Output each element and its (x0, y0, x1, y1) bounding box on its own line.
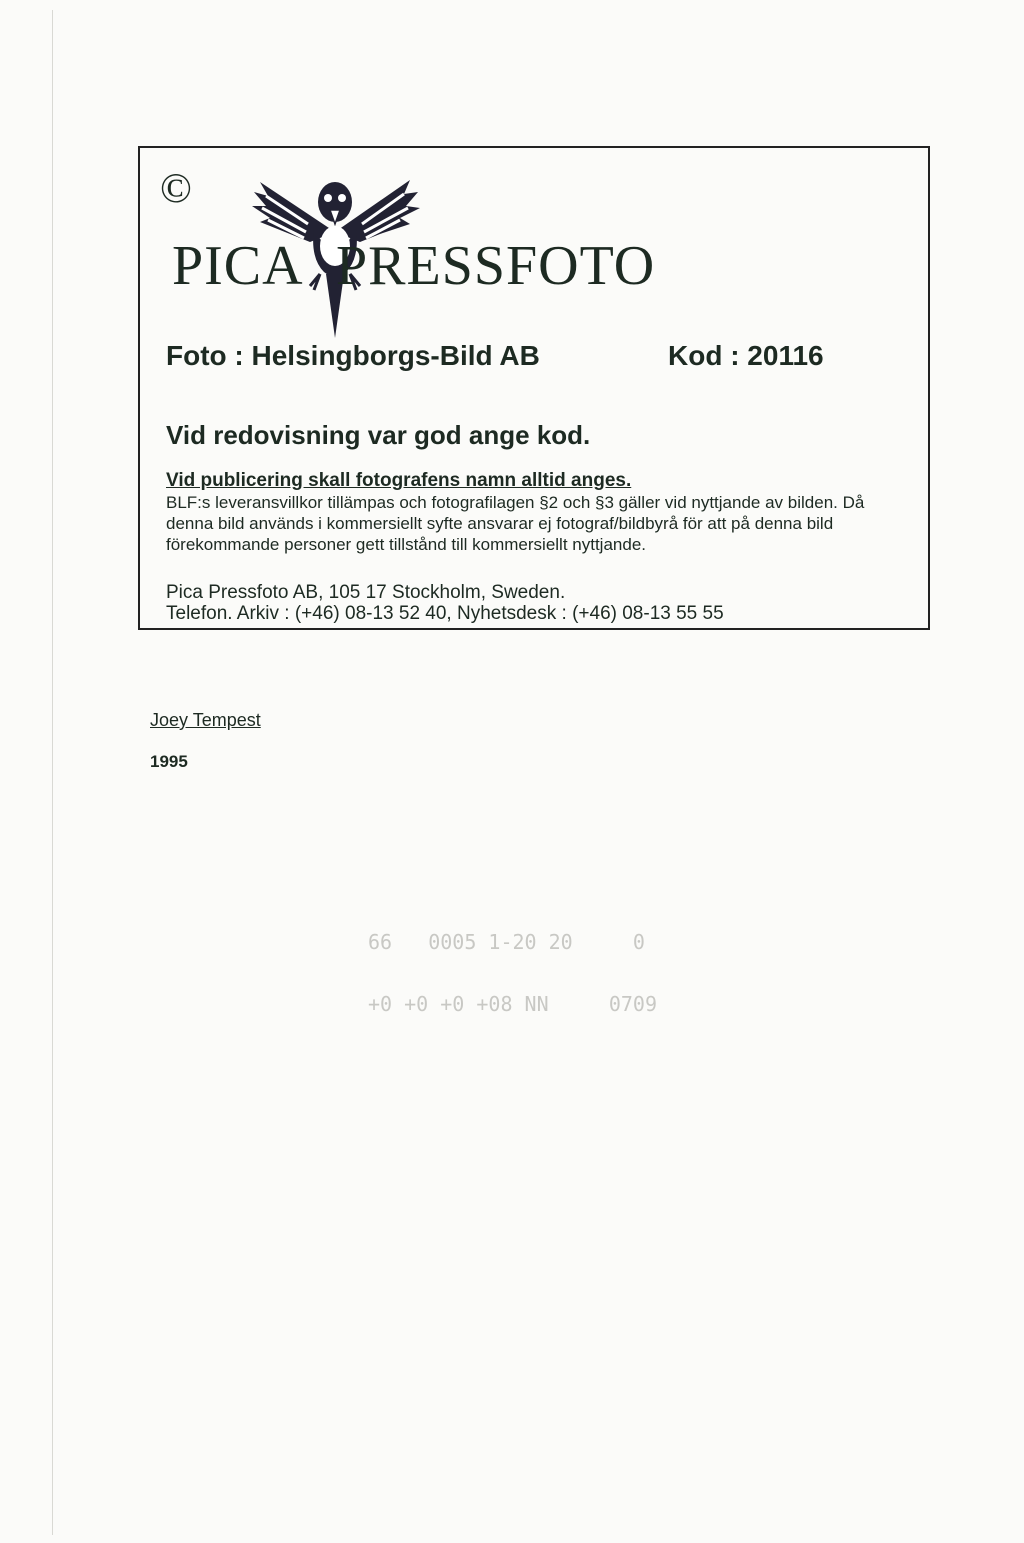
agency-address (166, 582, 724, 624)
terms-paragraph: BLF:s leveransvillkor tillämpas och fotografilagen §2 och §3 gäller vid nyttjande av bilden. Då denna bild används i kommersiellt syfte ansvarar ej fotograf/bildbyrå för att på denna bild förekommande personer gett tillstånd till kommersiellt nyttjande. (166, 493, 865, 554)
page-edge-line (52, 10, 53, 1535)
photo-agency-stamp (138, 146, 930, 630)
subject-name: Joey Tempest (150, 710, 261, 730)
brand-left: PICA (172, 235, 304, 297)
code-line: Kod : 20116 (668, 340, 824, 371)
photographer-line: Foto : Helsingborgs-Bild AB (166, 340, 540, 371)
print-code-line: 66 0005 1-20 20 0 (368, 930, 645, 954)
photo-year: 1995 (150, 752, 188, 771)
address-line: Pica Pressfoto AB, 105 17 Stockholm, Sweden. (166, 582, 566, 603)
publication-notice: Vid publicering skall fotografens namn alltid anges. (166, 470, 632, 491)
accounting-notice: Vid redovisning var god ange kod. (166, 420, 591, 450)
phone-line: Telefon. Arkiv : (+46) 08-13 52 40, Nyhetsdesk : (+46) 08-13 55 55 (166, 603, 724, 624)
print-code-line: +0 +0 +0 +08 NN 0709 (368, 992, 657, 1016)
brand-right: PRESSFOTO (336, 235, 656, 297)
copyright-icon: © (160, 166, 192, 212)
